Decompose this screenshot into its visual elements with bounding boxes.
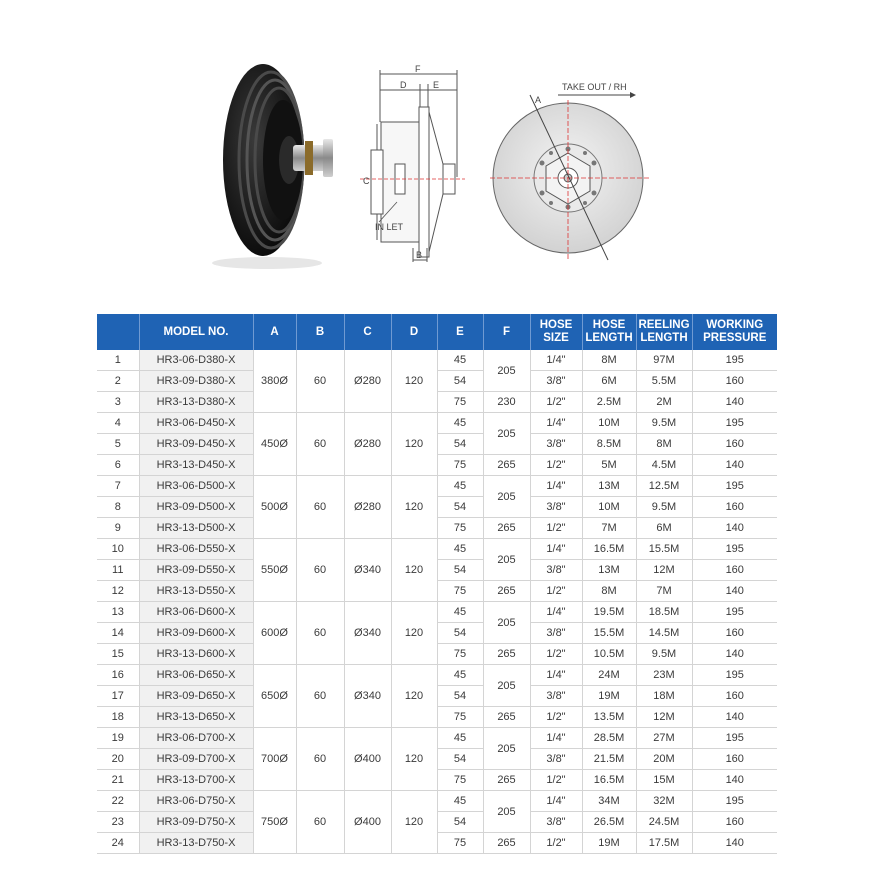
reeling-length-cell: 8M xyxy=(636,434,692,455)
working-pressure-cell: 195 xyxy=(692,728,777,749)
reeling-length-cell: 15M xyxy=(636,770,692,791)
e-cell: 54 xyxy=(437,497,483,518)
row-number-cell: 10 xyxy=(97,539,139,560)
hose-size-cell: 3/8" xyxy=(530,812,582,833)
row-number-cell: 24 xyxy=(97,833,139,854)
model-cell: HR3-06-D750-X xyxy=(139,791,253,812)
working-pressure-cell: 195 xyxy=(692,665,777,686)
e-cell: 75 xyxy=(437,644,483,665)
col-header-hose-size-l2: SIZE xyxy=(543,332,569,344)
working-pressure-cell: 140 xyxy=(692,581,777,602)
model-cell: HR3-06-D650-X xyxy=(139,665,253,686)
col-header-hose-length-l1: HOSE xyxy=(592,319,626,331)
hose-length-cell: 6M xyxy=(582,371,636,392)
model-cell: HR3-06-D600-X xyxy=(139,602,253,623)
hose-length-cell: 28.5M xyxy=(582,728,636,749)
product-figure xyxy=(0,0,873,300)
hose-length-cell: 15.5M xyxy=(582,623,636,644)
f-cell: 205 xyxy=(483,413,530,455)
d-cell: 120 xyxy=(391,602,437,665)
hose-length-cell: 26.5M xyxy=(582,812,636,833)
f-cell: 265 xyxy=(483,770,530,791)
model-cell: HR3-09-D380-X xyxy=(139,371,253,392)
row-number-cell: 13 xyxy=(97,602,139,623)
d-cell: 120 xyxy=(391,413,437,476)
row-number-cell: 6 xyxy=(97,455,139,476)
working-pressure-cell: 160 xyxy=(692,560,777,581)
table-row xyxy=(97,665,777,686)
working-pressure-cell: 195 xyxy=(692,602,777,623)
hose-length-cell: 13M xyxy=(582,560,636,581)
working-pressure-cell: 140 xyxy=(692,518,777,539)
working-pressure-cell: 140 xyxy=(692,770,777,791)
col-header-c: C xyxy=(344,314,391,350)
table-row xyxy=(97,707,777,728)
hose-length-cell: 10.5M xyxy=(582,644,636,665)
b-cell: 60 xyxy=(296,350,344,413)
c-cell: Ø400 xyxy=(344,728,391,791)
col-header-f: F xyxy=(483,314,530,350)
reeling-length-cell: 18.5M xyxy=(636,602,692,623)
a-cell: 550Ø xyxy=(253,539,296,602)
d-cell: 120 xyxy=(391,476,437,539)
table-row xyxy=(97,791,777,812)
reeling-length-cell: 24.5M xyxy=(636,812,692,833)
hose-size-cell: 1/2" xyxy=(530,644,582,665)
f-cell: 205 xyxy=(483,791,530,833)
working-pressure-cell: 160 xyxy=(692,686,777,707)
working-pressure-cell: 140 xyxy=(692,644,777,665)
table-row xyxy=(97,686,777,707)
model-cell: HR3-06-D380-X xyxy=(139,350,253,371)
col-header-hose-size xyxy=(530,314,582,350)
col-header-model: MODEL NO. xyxy=(139,314,253,350)
dim-label-f: F xyxy=(415,64,421,74)
working-pressure-cell: 160 xyxy=(692,812,777,833)
row-number-cell: 14 xyxy=(97,623,139,644)
model-cell: HR3-09-D650-X xyxy=(139,686,253,707)
reeling-length-cell: 23M xyxy=(636,665,692,686)
e-cell: 54 xyxy=(437,686,483,707)
a-cell: 700Ø xyxy=(253,728,296,791)
row-number-cell: 8 xyxy=(97,497,139,518)
model-cell: HR3-09-D600-X xyxy=(139,623,253,644)
col-header-a: A xyxy=(253,314,296,350)
dim-label-c: C xyxy=(363,176,370,186)
working-pressure-cell: 160 xyxy=(692,623,777,644)
table-row xyxy=(97,476,777,497)
f-cell: 265 xyxy=(483,707,530,728)
row-number-cell: 2 xyxy=(97,371,139,392)
dim-label-a: A xyxy=(535,95,542,105)
row-number-cell: 22 xyxy=(97,791,139,812)
hose-size-cell: 1/4" xyxy=(530,350,582,371)
row-number-cell: 23 xyxy=(97,812,139,833)
e-cell: 75 xyxy=(437,518,483,539)
col-header-b: B xyxy=(296,314,344,350)
model-cell: HR3-13-D380-X xyxy=(139,392,253,413)
working-pressure-cell: 160 xyxy=(692,749,777,770)
col-header-e: E xyxy=(437,314,483,350)
row-number-cell: 7 xyxy=(97,476,139,497)
hose-length-cell: 19M xyxy=(582,686,636,707)
f-cell: 205 xyxy=(483,728,530,770)
table-row xyxy=(97,497,777,518)
hose-length-cell: 24M xyxy=(582,665,636,686)
a-cell: 750Ø xyxy=(253,791,296,854)
table-row xyxy=(97,812,777,833)
f-cell: 265 xyxy=(483,518,530,539)
col-header-reeling-length xyxy=(636,314,692,350)
hose-length-cell: 34M xyxy=(582,791,636,812)
b-cell: 60 xyxy=(296,602,344,665)
a-cell: 500Ø xyxy=(253,476,296,539)
dim-label-e: E xyxy=(433,80,440,90)
d-cell: 120 xyxy=(391,728,437,791)
hose-size-cell: 1/4" xyxy=(530,602,582,623)
table-row xyxy=(97,749,777,770)
table-row xyxy=(97,728,777,749)
reeling-length-cell: 2M xyxy=(636,392,692,413)
hose-size-cell: 3/8" xyxy=(530,560,582,581)
spec-table xyxy=(97,314,777,854)
table-body xyxy=(97,350,777,854)
d-cell: 120 xyxy=(391,539,437,602)
hose-size-cell: 3/8" xyxy=(530,623,582,644)
hose-size-cell: 1/2" xyxy=(530,455,582,476)
table-row xyxy=(97,644,777,665)
b-cell: 60 xyxy=(296,791,344,854)
e-cell: 45 xyxy=(437,539,483,560)
hose-length-cell: 19M xyxy=(582,833,636,854)
col-header-working-pressure-l1: WORKING xyxy=(706,319,764,331)
model-cell: HR3-09-D700-X xyxy=(139,749,253,770)
col-header-d: D xyxy=(391,314,437,350)
hose-length-cell: 13M xyxy=(582,476,636,497)
col-header-reeling-length-l1: REELING xyxy=(638,319,690,331)
hose-length-cell: 5M xyxy=(582,455,636,476)
e-cell: 75 xyxy=(437,581,483,602)
table-row xyxy=(97,623,777,644)
hose-size-cell: 1/4" xyxy=(530,665,582,686)
e-cell: 45 xyxy=(437,602,483,623)
e-cell: 75 xyxy=(437,707,483,728)
table-row xyxy=(97,602,777,623)
reeling-length-cell: 97M xyxy=(636,350,692,371)
a-cell: 450Ø xyxy=(253,413,296,476)
row-number-cell: 3 xyxy=(97,392,139,413)
model-cell: HR3-13-D600-X xyxy=(139,644,253,665)
c-cell: Ø280 xyxy=(344,413,391,476)
e-cell: 45 xyxy=(437,350,483,371)
e-cell: 45 xyxy=(437,476,483,497)
working-pressure-cell: 195 xyxy=(692,476,777,497)
dim-label-b: B xyxy=(416,250,423,260)
hose-length-cell: 8M xyxy=(582,350,636,371)
d-cell: 120 xyxy=(391,665,437,728)
e-cell: 75 xyxy=(437,833,483,854)
c-cell: Ø280 xyxy=(344,476,391,539)
b-cell: 60 xyxy=(296,413,344,476)
e-cell: 54 xyxy=(437,749,483,770)
hose-size-cell: 1/2" xyxy=(530,518,582,539)
hose-length-cell: 19.5M xyxy=(582,602,636,623)
c-cell: Ø340 xyxy=(344,665,391,728)
reeling-length-cell: 27M xyxy=(636,728,692,749)
table-row xyxy=(97,455,777,476)
side-view-drawing xyxy=(355,62,470,267)
e-cell: 54 xyxy=(437,434,483,455)
model-cell: HR3-13-D750-X xyxy=(139,833,253,854)
a-cell: 380Ø xyxy=(253,350,296,413)
reeling-length-cell: 9.5M xyxy=(636,644,692,665)
hose-size-cell: 3/8" xyxy=(530,371,582,392)
reeling-length-cell: 4.5M xyxy=(636,455,692,476)
row-number-cell: 16 xyxy=(97,665,139,686)
reeling-length-cell: 15.5M xyxy=(636,539,692,560)
reeling-length-cell: 9.5M xyxy=(636,413,692,434)
hose-size-cell: 3/8" xyxy=(530,749,582,770)
f-cell: 205 xyxy=(483,350,530,392)
e-cell: 54 xyxy=(437,812,483,833)
col-header-no xyxy=(97,314,139,350)
row-number-cell: 11 xyxy=(97,560,139,581)
hose-length-cell: 10M xyxy=(582,413,636,434)
working-pressure-cell: 140 xyxy=(692,455,777,476)
hose-size-cell: 1/4" xyxy=(530,728,582,749)
working-pressure-cell: 195 xyxy=(692,350,777,371)
reeling-length-cell: 6M xyxy=(636,518,692,539)
c-cell: Ø400 xyxy=(344,791,391,854)
f-cell: 265 xyxy=(483,644,530,665)
table-row xyxy=(97,413,777,434)
hose-length-cell: 10M xyxy=(582,497,636,518)
table-header-row xyxy=(97,314,777,350)
e-cell: 54 xyxy=(437,560,483,581)
hose-size-cell: 1/4" xyxy=(530,791,582,812)
working-pressure-cell: 195 xyxy=(692,413,777,434)
row-number-cell: 21 xyxy=(97,770,139,791)
row-number-cell: 19 xyxy=(97,728,139,749)
hose-length-cell: 7M xyxy=(582,518,636,539)
working-pressure-cell: 160 xyxy=(692,497,777,518)
e-cell: 75 xyxy=(437,392,483,413)
row-number-cell: 17 xyxy=(97,686,139,707)
b-cell: 60 xyxy=(296,539,344,602)
e-cell: 45 xyxy=(437,728,483,749)
reeling-length-cell: 12.5M xyxy=(636,476,692,497)
e-cell: 75 xyxy=(437,455,483,476)
working-pressure-cell: 160 xyxy=(692,434,777,455)
e-cell: 54 xyxy=(437,371,483,392)
reeling-length-cell: 12M xyxy=(636,707,692,728)
c-cell: Ø340 xyxy=(344,602,391,665)
e-cell: 54 xyxy=(437,623,483,644)
table-row xyxy=(97,371,777,392)
hose-size-cell: 1/2" xyxy=(530,770,582,791)
col-header-hose-size-l1: HOSE xyxy=(539,319,573,331)
reeling-length-cell: 12M xyxy=(636,560,692,581)
b-cell: 60 xyxy=(296,476,344,539)
working-pressure-cell: 195 xyxy=(692,791,777,812)
hose-size-cell: 1/2" xyxy=(530,581,582,602)
hose-length-cell: 2.5M xyxy=(582,392,636,413)
reeling-length-cell: 20M xyxy=(636,749,692,770)
f-cell: 265 xyxy=(483,581,530,602)
hose-length-cell: 8M xyxy=(582,581,636,602)
table-row xyxy=(97,581,777,602)
table-row xyxy=(97,392,777,413)
model-cell: HR3-06-D500-X xyxy=(139,476,253,497)
e-cell: 45 xyxy=(437,413,483,434)
row-number-cell: 5 xyxy=(97,434,139,455)
hose-size-cell: 3/8" xyxy=(530,497,582,518)
a-cell: 600Ø xyxy=(253,602,296,665)
take-out-label: TAKE OUT / RH xyxy=(562,82,627,92)
hose-size-cell: 1/4" xyxy=(530,476,582,497)
col-header-reeling-length-l2: LENGTH xyxy=(640,332,688,344)
reeling-length-cell: 32M xyxy=(636,791,692,812)
model-cell: HR3-09-D550-X xyxy=(139,560,253,581)
dim-label-d: D xyxy=(400,80,407,90)
f-cell: 205 xyxy=(483,602,530,644)
reeling-length-cell: 14.5M xyxy=(636,623,692,644)
table-row xyxy=(97,350,777,371)
reeling-length-cell: 18M xyxy=(636,686,692,707)
col-header-hose-length xyxy=(582,314,636,350)
e-cell: 45 xyxy=(437,665,483,686)
f-cell: 230 xyxy=(483,392,530,413)
e-cell: 75 xyxy=(437,770,483,791)
reeling-length-cell: 9.5M xyxy=(636,497,692,518)
model-cell: HR3-06-D550-X xyxy=(139,539,253,560)
hose-size-cell: 3/8" xyxy=(530,686,582,707)
model-cell: HR3-13-D500-X xyxy=(139,518,253,539)
hose-reel-photo xyxy=(205,55,355,270)
a-cell: 650Ø xyxy=(253,665,296,728)
row-number-cell: 1 xyxy=(97,350,139,371)
b-cell: 60 xyxy=(296,728,344,791)
hose-length-cell: 8.5M xyxy=(582,434,636,455)
model-cell: HR3-13-D650-X xyxy=(139,707,253,728)
c-cell: Ø340 xyxy=(344,539,391,602)
row-number-cell: 15 xyxy=(97,644,139,665)
f-cell: 265 xyxy=(483,833,530,854)
f-cell: 205 xyxy=(483,665,530,707)
d-cell: 120 xyxy=(391,350,437,413)
reeling-length-cell: 17.5M xyxy=(636,833,692,854)
row-number-cell: 9 xyxy=(97,518,139,539)
hose-size-cell: 1/4" xyxy=(530,539,582,560)
reeling-length-cell: 5.5M xyxy=(636,371,692,392)
row-number-cell: 12 xyxy=(97,581,139,602)
hose-size-cell: 3/8" xyxy=(530,434,582,455)
f-cell: 265 xyxy=(483,455,530,476)
hose-size-cell: 1/2" xyxy=(530,392,582,413)
f-cell: 205 xyxy=(483,476,530,518)
table-row xyxy=(97,434,777,455)
table-row xyxy=(97,539,777,560)
hose-size-cell: 1/4" xyxy=(530,413,582,434)
working-pressure-cell: 195 xyxy=(692,539,777,560)
table-row xyxy=(97,518,777,539)
hose-length-cell: 16.5M xyxy=(582,539,636,560)
f-cell: 205 xyxy=(483,539,530,581)
d-cell: 120 xyxy=(391,791,437,854)
hose-length-cell: 21.5M xyxy=(582,749,636,770)
c-cell: Ø280 xyxy=(344,350,391,413)
hose-length-cell: 13.5M xyxy=(582,707,636,728)
working-pressure-cell: 140 xyxy=(692,833,777,854)
model-cell: HR3-13-D450-X xyxy=(139,455,253,476)
b-cell: 60 xyxy=(296,665,344,728)
model-cell: HR3-09-D450-X xyxy=(139,434,253,455)
front-view-drawing xyxy=(490,75,660,265)
hose-size-cell: 1/2" xyxy=(530,833,582,854)
inlet-label: IN LET xyxy=(375,222,404,232)
table-row xyxy=(97,833,777,854)
hose-size-cell: 1/2" xyxy=(530,707,582,728)
e-cell: 45 xyxy=(437,791,483,812)
working-pressure-cell: 160 xyxy=(692,371,777,392)
model-cell: HR3-09-D500-X xyxy=(139,497,253,518)
model-cell: HR3-13-D700-X xyxy=(139,770,253,791)
model-cell: HR3-09-D750-X xyxy=(139,812,253,833)
row-number-cell: 4 xyxy=(97,413,139,434)
reeling-length-cell: 7M xyxy=(636,581,692,602)
table-row xyxy=(97,560,777,581)
working-pressure-cell: 140 xyxy=(692,707,777,728)
working-pressure-cell: 140 xyxy=(692,392,777,413)
model-cell: HR3-06-D700-X xyxy=(139,728,253,749)
row-number-cell: 20 xyxy=(97,749,139,770)
col-header-hose-length-l2: LENGTH xyxy=(585,332,633,344)
hose-length-cell: 16.5M xyxy=(582,770,636,791)
table-row xyxy=(97,770,777,791)
col-header-working-pressure xyxy=(692,314,777,350)
col-header-working-pressure-l2: PRESSURE xyxy=(703,332,767,344)
model-cell: HR3-13-D550-X xyxy=(139,581,253,602)
row-number-cell: 18 xyxy=(97,707,139,728)
model-cell: HR3-06-D450-X xyxy=(139,413,253,434)
